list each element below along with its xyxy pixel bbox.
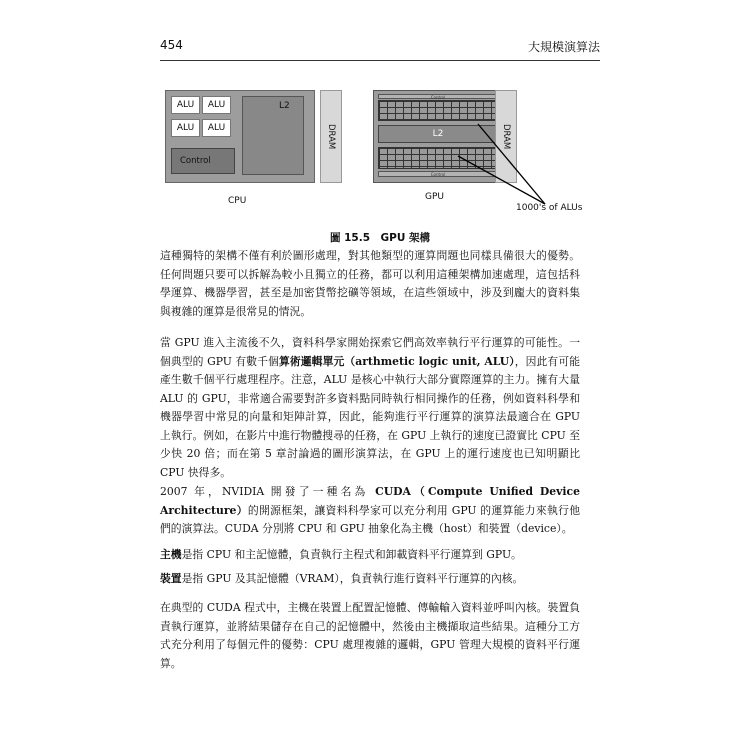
definition-host (160, 546, 580, 565)
paragraph-text: 是指 CPU 和主記憶體，負責執行主程式和卸載資料平行運算到 GPU。 (181, 548, 522, 561)
cpu-l2-label: L2 (279, 101, 290, 111)
paragraph-text: 2007 年，NVIDIA 開發了一種名為 (160, 485, 376, 498)
paragraph (160, 483, 580, 539)
paragraph-text: ，因此有可能產生數千個平行處理程序。注意，ALU 是核心中執行大部分實際運算的主力。擁有大量 ALU 的 GPU，非常適合需要對許多資料點同時執行相同操作的任務，例如資料科學和機器學習中常見的向量和矩陣計算，因此，能夠進行平行運算的演算法最適合在 GPU 上執行。例如，在影片中進行物體搜尋的任務，在 GPU 上執行的速度已證實比 CPU 至少快 20 倍；而在第 5 章討論過的圖形演算法，在 GPU 上的運行速度也已知明顯比 CPU 快得多。 (160, 354, 581, 479)
paragraph-text: 當 GPU 進入主流後不久，資料科學家開始探索它們高效率執行平行運算的可能性。一個典型的 GPU 有數千個 (160, 336, 580, 368)
cpu-alu: ALU (171, 96, 200, 114)
running-title: 大規模演算法 (527, 40, 600, 54)
gpu-control-bottom-label: Control (430, 172, 446, 177)
annotation-arrow (458, 156, 545, 204)
bold-term: CUDA（Compute Unified Device Architecture） (160, 485, 580, 517)
gpu-dram-label: DRAM (501, 123, 511, 150)
bold-term: 裝置 (160, 572, 182, 585)
page-number: 454 (160, 38, 183, 52)
cpu-alu: ALU (202, 119, 231, 137)
bold-term: 算術邏輯單元（arthmetic logic unit, ALU） (279, 354, 515, 368)
cpu-alu: ALU (171, 119, 200, 137)
paragraph: 在典型的 CUDA 程式中，主機在裝置上配置記憶體、傳輸輸入資料並呼叫內核。裝置負責執行運算，並將結果儲存在自己的記憶體中，然後由主機擷取這些結果。這種分工方式充分利用了每個元件的優勢：CPU 處理複雜的邏輯，GPU 管理大規模的資料平行運算。 (160, 601, 580, 670)
cpu-dram-label: DRAM (326, 123, 336, 150)
figure-caption: 圖 15.5 GPU 架構 (329, 232, 431, 244)
gpu-architecture-figure (160, 80, 600, 220)
definition-device (160, 570, 580, 589)
cpu-label: CPU (228, 196, 247, 206)
bold-term: 主機 (160, 548, 182, 561)
gpu-control-top-label: Control (430, 95, 446, 100)
cpu-alu: ALU (202, 96, 231, 114)
page-header (160, 38, 600, 61)
gpu-l2-label: L2 (432, 129, 444, 139)
alu-annotation: 1000's of ALUs (516, 203, 583, 213)
cpu-control-unit: Control (171, 148, 235, 174)
annotation-arrow (478, 124, 545, 204)
paragraph-text: 的開源框架，讓資料科學家可以充分利用 GPU 的運算能力來執行他們的演算法。CUDA 分別將 CPU 和 GPU 抽象化為主機（host）和裝置（device）。 (160, 503, 580, 535)
paragraph (160, 334, 580, 482)
gpu-label: GPU (425, 192, 444, 202)
annotation-arrows (160, 80, 600, 220)
paragraph-text: 是指 GPU 及其記憶體（VRAM），負責執行進行資料平行運算的內核。 (181, 572, 524, 585)
paragraph: 這種獨特的架構不僅有利於圖形處理，對其他類型的運算問題也同樣具備很大的優勢。任何問題只要可以拆解為較小且獨立的任務，都可以利用這種架構加速處理，這包括科學運算、機器學習，甚至是加密貨幣挖礦等領域，在這些領域中，涉及到龐大的資料集與複雜的運算是很常見的情況。 (160, 249, 580, 318)
